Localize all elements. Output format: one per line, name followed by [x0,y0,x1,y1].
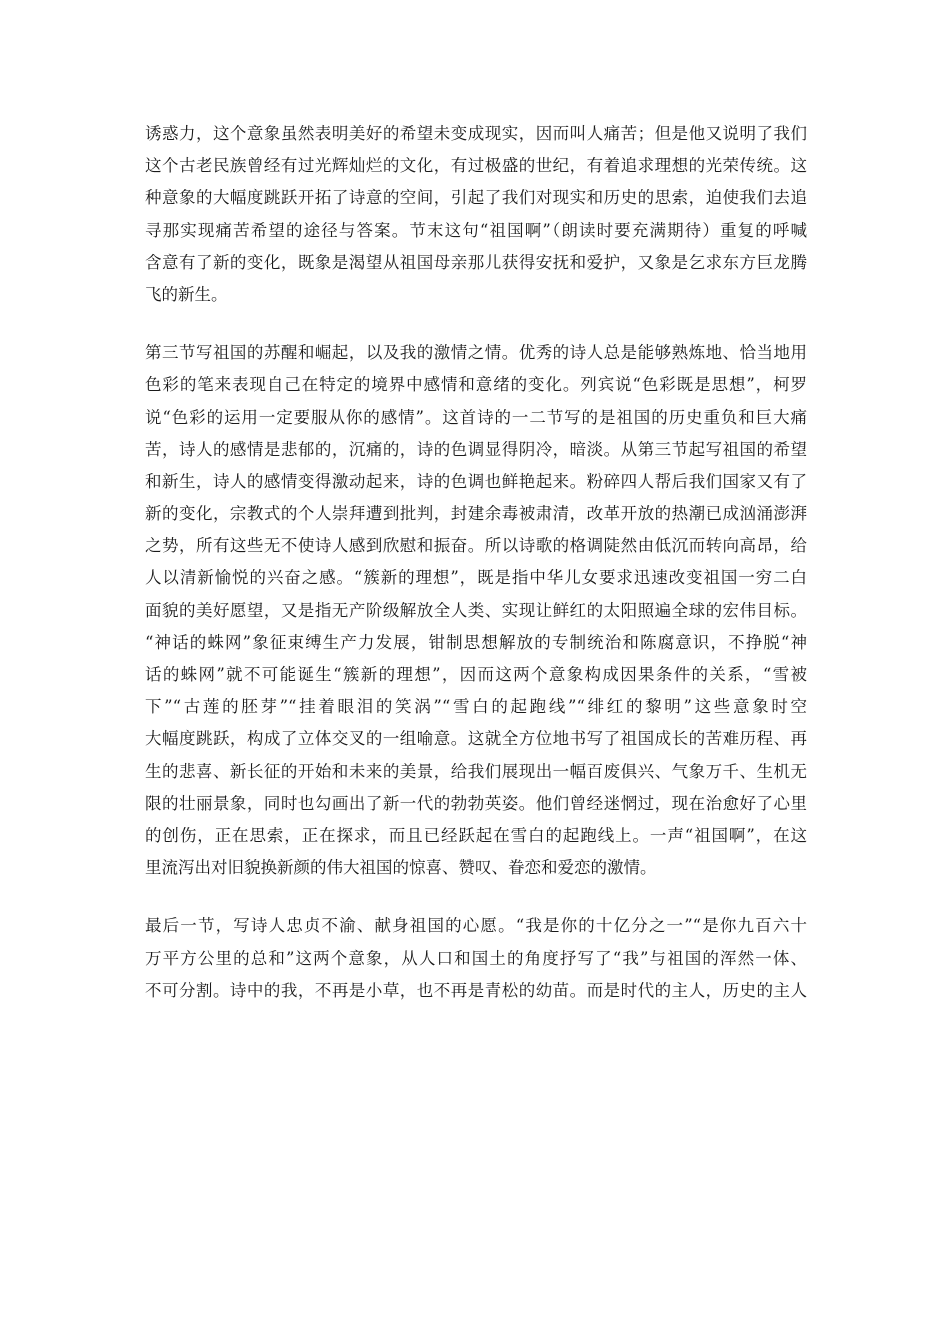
text-line: 人以清新愉悦的兴奋之感。“簇新的理想”，既是指中华儿女要求迅速改变祖国一穷二白 [145,568,807,588]
text-line: 说“色彩的运用一定要服从你的感情”。这首诗的一二节写的是祖国的历史重负和巨大痛 [145,407,807,427]
text-line: 最后一节，写诗人忠贞不渝、献身祖国的心愿。“我是你的十亿分之一”“是你九百六十 [145,916,807,936]
document-body [145,118,807,1033]
text-line: 限的壮丽景象，同时也勾画出了新一代的勃勃英姿。他们曾经迷惘过，现在治愈好了心里 [145,793,807,813]
text-line: 苦，诗人的感情是悲郁的，沉痛的，诗的色调显得阴冷，暗淡。从第三节起写祖国的希望 [145,439,807,459]
text-line: 话的蛛网”就不可能诞生“簇新的理想”，因而这两个意象构成因果条件的关系，“雪被 [145,665,807,684]
text-line: 之势，所有这些无不使诗人感到欣慰和振奋。所以诗歌的格调陡然由低沉而转向高昂，给 [145,536,807,556]
text-line: 下”“古莲的胚芽”“挂着眼泪的笑涡”“雪白的起跑线”“绯红的黎明”这些意象时空 [145,697,807,717]
paragraph-2 [145,337,807,884]
text-line: 新的变化，宗教式的个人崇拜遭到批判，封建余毒被肃清，改革开放的热潮已成汹涌澎湃 [145,504,807,524]
text-line: 色彩的笔来表现自己在特定的境界中感情和意绪的变化。列宾说“色彩既是思想”，柯罗 [145,375,807,395]
text-line: 的创伤，正在思索，正在探求，而且已经跃起在雪白的起跑线上。一声“祖国啊”，在这 [145,825,807,845]
text-line: 飞的新生。 [145,284,228,304]
text-line: 生的悲喜、新长征的开始和未来的美景，给我们展现出一幅百废俱兴、气象万千、生机无 [145,761,807,781]
text-line: “神话的蛛网”象征束缚生产力发展，钳制思想解放的专制统治和陈腐意识，不挣脱“神 [145,632,807,652]
paragraph-3 [145,910,807,1007]
text-line: 诱惑力，这个意象虽然表明美好的希望未变成现实，因而叫人痛苦；但是他又说明了我们 [145,124,807,143]
text-line: 种意象的大幅度跳跃开拓了诗意的空间，引起了我们对现实和历史的思索，迫使我们去追 [145,188,807,208]
text-line: 这个古老民族曾经有过光辉灿烂的文化，有过极盛的世纪，有着追求理想的光荣传统。这 [145,156,807,176]
text-line: 面貌的美好愿望，又是指无产阶级解放全人类、实现让鲜红的太阳照遍全球的宏伟目标。 [145,600,807,620]
text-line: 万平方公里的总和”这两个意象，从人口和国土的角度抒写了“我”与祖国的浑然一体、 [145,948,807,968]
text-line: 不可分割。诗中的我，不再是小草，也不再是青松的幼苗。而是时代的主人，历史的主人 [145,980,807,1000]
text-line: 和新生，诗人的感情变得激动起来，诗的色调也鲜艳起来。粉碎四人帮后我们国家又有了 [145,471,807,491]
paragraph-1 [145,118,807,311]
text-line: 第三节写祖国的苏醒和崛起，以及我的激情之情。优秀的诗人总是能够熟炼地、恰当地用 [145,343,807,363]
text-line: 大幅度跳跃，构成了立体交叉的一组喻意。这就全方位地书写了祖国成长的苦难历程、再 [145,729,807,749]
text-line: 寻那实现痛苦希望的途径与答案。节末这句“祖国啊”（朗读时要充满期待）重复的呼喊 [145,220,807,240]
text-line: 含意有了新的变化，既象是渴望从祖国母亲那儿获得安抚和爱护，又象是乞求东方巨龙腾 [145,252,807,272]
text-line: 里流泻出对旧貌换新颜的伟大祖国的惊喜、赞叹、眷恋和爱恋的激情。 [145,858,657,878]
